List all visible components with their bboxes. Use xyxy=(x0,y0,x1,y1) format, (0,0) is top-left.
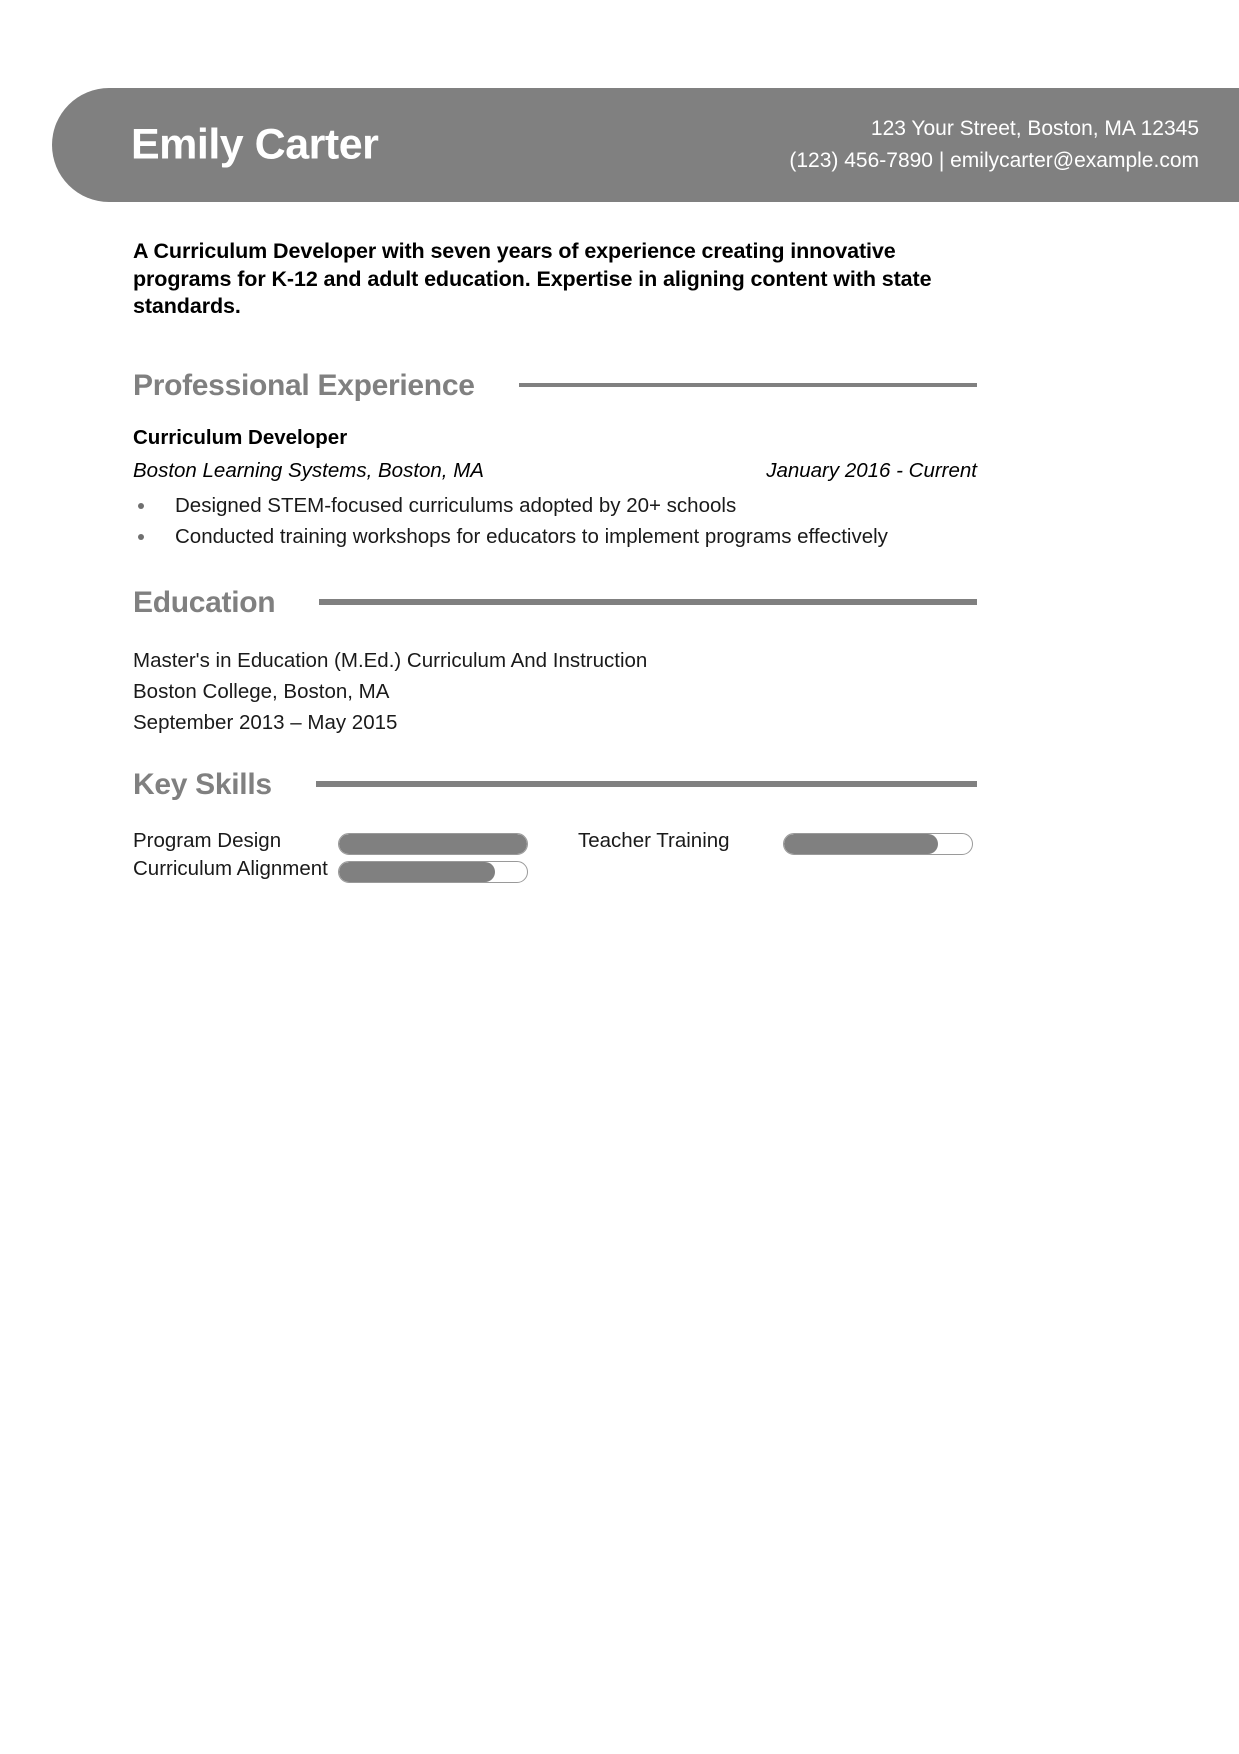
bullet-dot-icon xyxy=(138,503,144,509)
skill-bar-cell xyxy=(783,827,978,855)
education-school: Boston College, Boston, MA xyxy=(133,679,390,703)
section-title-experience: Professional Experience xyxy=(133,368,475,402)
section-education xyxy=(133,586,977,738)
skill-label-program-design: Program Design xyxy=(133,828,282,852)
section-header-education xyxy=(133,586,977,619)
education-entry xyxy=(133,645,977,738)
job-company: Boston Learning Systems, Boston, MA xyxy=(133,459,484,483)
candidate-name: Emily Carter xyxy=(131,120,379,169)
section-title-skills: Key Skills xyxy=(133,767,272,801)
skill-bar-fill xyxy=(339,862,495,882)
skills-grid xyxy=(133,827,977,883)
contact-address: 123 Your Street, Boston, MA 12345 xyxy=(870,117,1199,140)
bullet-dot-icon xyxy=(138,534,144,540)
section-title-education: Education xyxy=(133,585,276,619)
section-divider-experience xyxy=(519,383,977,387)
section-header-skills xyxy=(133,768,977,801)
section-divider-skills xyxy=(316,781,977,787)
skills-empty-label xyxy=(578,855,783,856)
education-degree: Master's in Education (M.Ed.) Curriculum And Instruction xyxy=(133,648,648,672)
job-bullet xyxy=(133,490,977,521)
skills-empty-bar-cell xyxy=(783,855,978,861)
skill-label-curriculum-alignment: Curriculum Alignment xyxy=(133,856,328,880)
contact-phone-email: (123) 456-7890 | emilycarter@example.com xyxy=(789,149,1199,172)
job-meta xyxy=(133,458,977,484)
skill-bar-curriculum-alignment xyxy=(338,861,528,883)
skill-label-teacher-training: Teacher Training xyxy=(578,828,730,852)
job-bullet-text: Conducted training workshops for educators to implement programs effectively xyxy=(175,524,888,548)
professional-summary: A Curriculum Developer with seven years of experience creating innovative programs for K-12 and adult education. Expertise in aligning content with state standards. xyxy=(133,239,932,318)
skill-bar-cell xyxy=(338,855,533,883)
contact-block xyxy=(789,113,1199,177)
job-bullet-list xyxy=(133,490,977,552)
skill-bar-teacher-training xyxy=(783,833,973,855)
skill-bar-program-design xyxy=(338,833,528,855)
job-bullet-text: Designed STEM-focused curriculums adopted by 20+ schools xyxy=(175,493,737,517)
job-bullet xyxy=(133,521,977,552)
job-dates: January 2016 - Current xyxy=(766,459,977,483)
skill-bar-cell xyxy=(338,827,533,855)
section-professional-experience xyxy=(133,369,977,552)
section-key-skills xyxy=(133,768,977,883)
section-header-experience xyxy=(133,369,977,402)
experience-entry xyxy=(133,426,977,552)
resume-content xyxy=(133,238,977,883)
section-divider-education xyxy=(319,599,977,605)
header-banner xyxy=(52,88,1239,202)
skill-bar-fill xyxy=(339,834,527,854)
job-title: Curriculum Developer xyxy=(133,425,348,449)
skill-bar-fill xyxy=(784,834,938,854)
education-dates: September 2013 – May 2015 xyxy=(133,710,398,734)
